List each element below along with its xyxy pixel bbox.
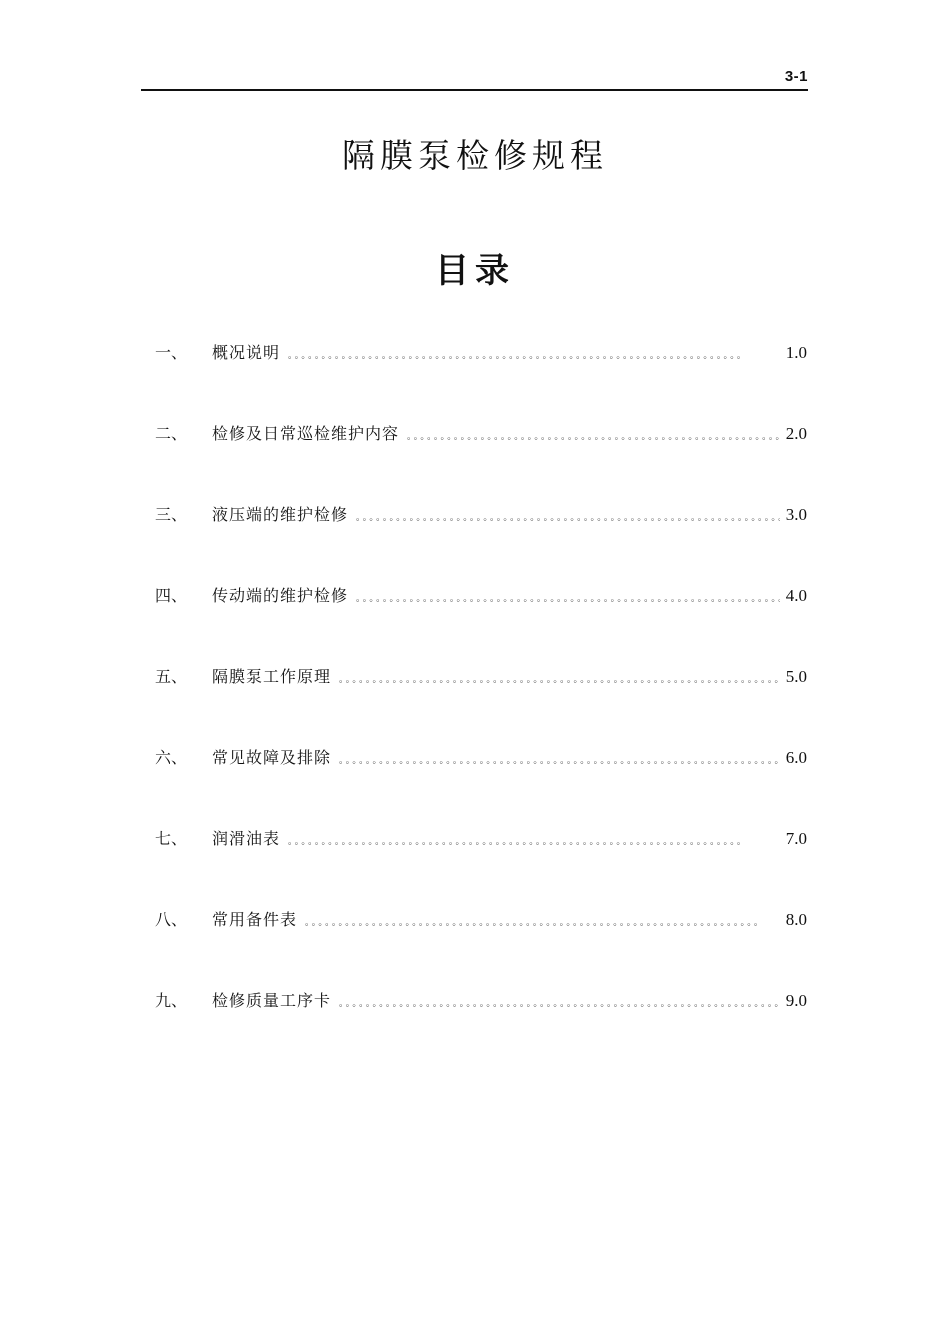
- toc-item-label: 常见故障及排除: [212, 748, 332, 767]
- toc-dot-leader: [288, 347, 780, 362]
- toc-heading: 目录: [435, 251, 515, 292]
- toc-dot-leader: [356, 590, 780, 605]
- toc-dot-leader: [288, 833, 780, 848]
- toc-item[interactable]: [155, 502, 807, 583]
- toc-item-page: 5.0: [785, 667, 807, 686]
- toc-item-number: 七、: [155, 829, 188, 848]
- toc-item-number: 五、: [155, 667, 188, 686]
- toc-item-label: 检修质量工序卡: [212, 991, 332, 1010]
- toc-item-label: 液压端的维护检修: [212, 505, 349, 524]
- toc-item-page: 4.0: [785, 586, 807, 605]
- document-title: 隔膜泵检修规程: [342, 136, 608, 176]
- toc-item-page: 7.0: [785, 829, 807, 848]
- toc-item-page: 9.0: [785, 991, 807, 1010]
- toc-dot-leader: [339, 671, 780, 686]
- toc-item-number: 九、: [155, 991, 188, 1010]
- toc-item-number: 一、: [155, 343, 188, 362]
- toc-item[interactable]: [155, 988, 807, 1069]
- toc-item-page: 8.0: [785, 910, 807, 929]
- toc-item-number: 八、: [155, 910, 188, 929]
- toc-item[interactable]: [155, 421, 807, 502]
- toc-item-label: 检修及日常巡检维护内容: [212, 424, 400, 443]
- toc-item[interactable]: [155, 664, 807, 745]
- toc-item-label: 传动端的维护检修: [212, 586, 349, 605]
- toc-item-label: 概况说明: [212, 343, 281, 362]
- toc-dot-leader: [356, 509, 780, 524]
- toc-item-page: 2.0: [785, 424, 807, 443]
- toc-item-number: 三、: [155, 505, 188, 524]
- toc-item[interactable]: [155, 907, 807, 988]
- toc-item-page: 3.0: [785, 505, 807, 524]
- toc-item-label: 常用备件表: [212, 910, 298, 929]
- toc-item[interactable]: [155, 826, 807, 907]
- toc-dot-leader: [339, 752, 780, 767]
- toc-item-label: 润滑油表: [212, 829, 281, 848]
- toc-item-number: 二、: [155, 424, 188, 443]
- table-of-contents: [155, 340, 807, 1069]
- toc-item-label: 隔膜泵工作原理: [212, 667, 332, 686]
- toc-item-number: 四、: [155, 586, 188, 605]
- toc-item[interactable]: [155, 340, 807, 421]
- page-number: 3-1: [784, 68, 808, 85]
- toc-item-page: 1.0: [785, 343, 807, 362]
- toc-dot-leader: [407, 428, 780, 443]
- toc-item-page: 6.0: [785, 748, 807, 767]
- toc-item-number: 六、: [155, 748, 188, 767]
- toc-item[interactable]: [155, 745, 807, 826]
- header-rule: [141, 89, 808, 91]
- toc-item[interactable]: [155, 583, 807, 664]
- toc-dot-leader: [339, 995, 780, 1010]
- toc-dot-leader: [305, 914, 780, 929]
